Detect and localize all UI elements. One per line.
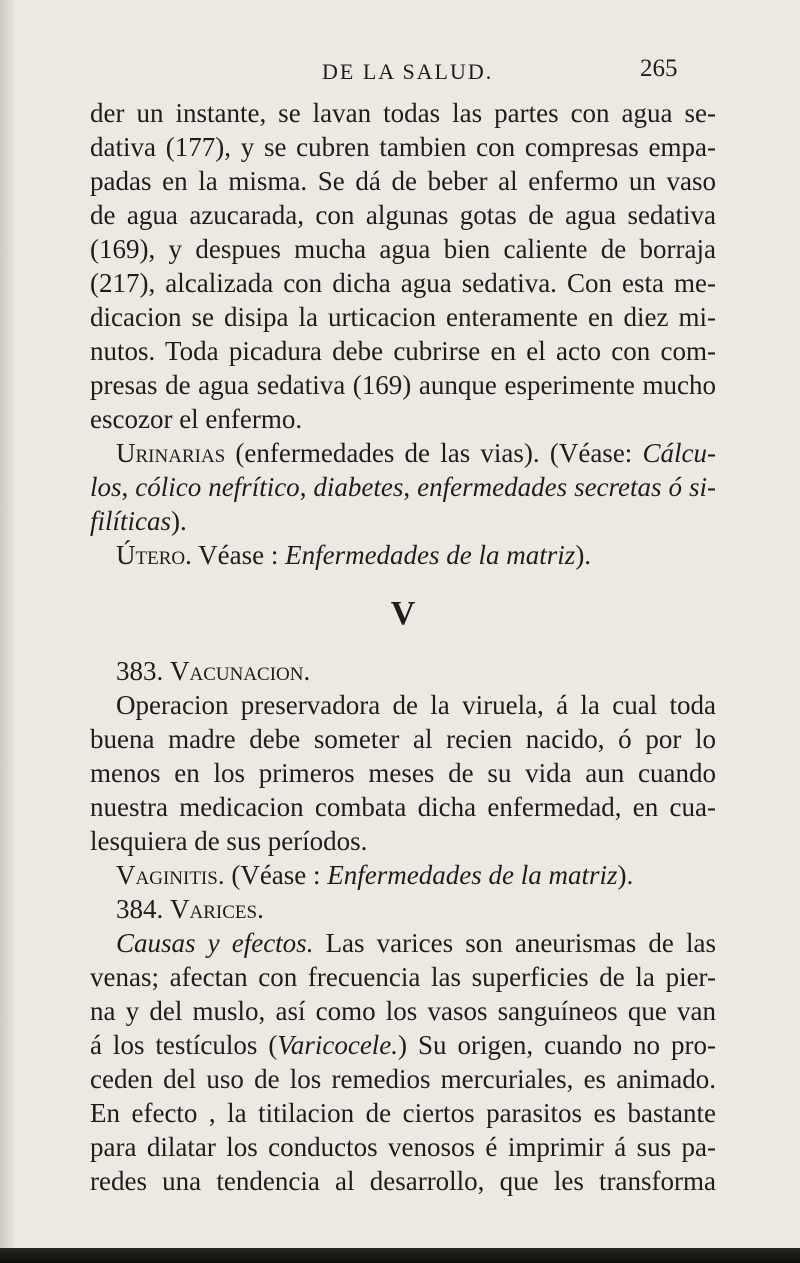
- section-letter: V: [390, 595, 416, 632]
- entry-vaginitis: Vaginitis. (Véase : Enfermedades de la matriz).: [116, 860, 634, 890]
- text-line: padas en la misma. Se dá de beber al enfermo un vaso: [90, 166, 716, 196]
- running-head: DE LA SALUD.: [322, 59, 494, 84]
- page-number: 265: [640, 55, 678, 82]
- text-line: En efecto , la titilacion de ciertos parasitos es bastante: [90, 1098, 716, 1128]
- entry-number: 383.: [116, 656, 164, 686]
- entry-urinarias: Urinarias (enfermedades de las vias). (Véase: Cálcu-: [116, 438, 716, 468]
- text-line: (169), y despues mucha agua bien caliente de borraja: [90, 234, 716, 264]
- entry-number: 384.: [116, 894, 164, 924]
- entry-term: Útero.: [116, 540, 192, 570]
- text-line: dicacion se disipa la urticacion enteramente en diez mi-: [90, 302, 716, 332]
- entry-heading-varices: [90, 892, 716, 926]
- text-line: ceden del uso de los remedios mercuriales, es animado.: [90, 1064, 716, 1094]
- entry-term: Varices.: [170, 894, 264, 924]
- text-line: redes una tendencia al desarrollo, que les transforma: [90, 1166, 716, 1196]
- body-text: [90, 96, 716, 1198]
- text-line: buena madre debe someter al recien nacido, ó por lo: [90, 724, 716, 754]
- text-line: (217), alcalizada con dicha agua sedativa. Con esta me-: [90, 268, 716, 298]
- entry-utero: Útero. Véase : Enfermedades de la matriz).: [116, 540, 592, 570]
- text-line: na y del muslo, así como los vasos sanguíneos que van: [90, 996, 716, 1026]
- text-line: á los testículos (Varicocele.) Su origen, cuando no pro-: [90, 1030, 716, 1060]
- text-line: dativa (177), y se cubren tambien con compresas empa-: [90, 132, 716, 162]
- text-line: filíticas).: [90, 506, 187, 536]
- text-line: der un instante, se lavan todas las partes con agua se-: [90, 98, 716, 128]
- text-line: Causas y efectos. Las varices son aneurismas de las: [116, 928, 716, 958]
- entry-term: Urinarias: [116, 438, 226, 468]
- entry-term: Vacunacion.: [170, 656, 311, 686]
- text-line: para dilatar los conductos venosos é imprimir á sus pa-: [90, 1132, 716, 1162]
- text-line: lesquiera de sus períodos.: [90, 826, 368, 856]
- text-line: nutos. Toda picadura debe cubrirse en el acto con com-: [90, 336, 716, 366]
- binding-gutter: [0, 0, 14, 1263]
- text-line: nuestra medicacion combata dicha enfermedad, en cua-: [90, 792, 716, 822]
- text-line: venas; afectan con frecuencia las superficies de la pier-: [90, 962, 716, 992]
- text-line: los, cólico nefrítico, diabetes, enfermedades secretas ó si-: [90, 472, 717, 502]
- entry-heading-vacunacion: [90, 654, 716, 688]
- page-header: [0, 55, 800, 89]
- text-line: de agua azucarada, con algunas gotas de agua sedativa: [90, 200, 716, 230]
- text-line: escozor el enfermo.: [90, 404, 303, 434]
- text-line: presas de agua sedativa (169) aunque esperimente mucho: [90, 370, 716, 400]
- text-line: Operacion preservadora de la viruela, á la cual toda: [116, 690, 716, 720]
- entry-term: Vaginitis.: [116, 860, 225, 890]
- scan-edge: [0, 1248, 800, 1263]
- text-line: menos en los primeros meses de su vida aun cuando: [90, 758, 716, 788]
